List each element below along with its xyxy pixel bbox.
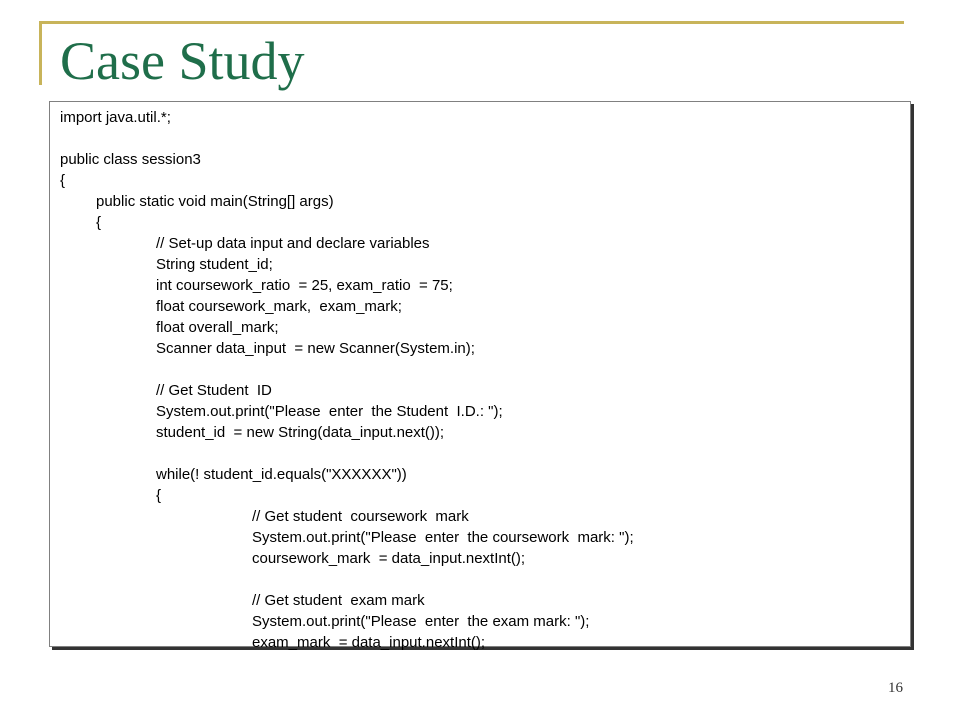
code-line: // Get student exam mark	[252, 592, 425, 609]
code-line: Scanner data_input = new Scanner(System.in);	[156, 340, 475, 357]
frame-top-accent	[40, 21, 904, 24]
slide-number: 16	[888, 680, 903, 696]
code-line	[50, 128, 910, 149]
slide-title: Case Study	[60, 31, 305, 91]
code-line: student_id = new String(data_input.next());	[156, 424, 445, 441]
code-line: // Get student coursework mark	[252, 508, 469, 525]
code-line	[50, 359, 910, 380]
code-line: {	[96, 214, 102, 231]
code-line: float coursework_mark, exam_mark;	[156, 298, 402, 315]
code-line: System.out.print("Please enter the Student I.D.: ");	[156, 403, 503, 420]
code-line: // Get Student ID	[156, 382, 272, 399]
code-line: {	[156, 487, 162, 504]
code-line: public static void main(String[] args)	[96, 193, 334, 210]
frame-left-accent	[39, 21, 42, 85]
code-line: coursework_mark = data_input.nextInt();	[252, 550, 526, 567]
code-line	[50, 443, 910, 464]
code-line: float overall_mark;	[156, 319, 279, 336]
code-line	[50, 569, 910, 590]
code-line: int coursework_ratio = 25, exam_ratio = 75;	[156, 277, 453, 294]
code-line: System.out.print("Please enter the coursework mark: ");	[252, 529, 634, 546]
code-line: while(! student_id.equals("XXXXXX"))	[156, 466, 407, 483]
code-line: System.out.print("Please enter the exam mark: ");	[252, 613, 590, 630]
code-line: // Set-up data input and declare variables	[156, 235, 430, 252]
code-line: public class session3	[60, 151, 201, 168]
code-listing	[49, 101, 911, 651]
code-line: import java.util.*;	[60, 109, 171, 126]
code-line: exam_mark = data_input.nextInt();	[252, 634, 486, 651]
code-line: String student_id;	[156, 256, 273, 273]
code-line: {	[60, 172, 66, 189]
